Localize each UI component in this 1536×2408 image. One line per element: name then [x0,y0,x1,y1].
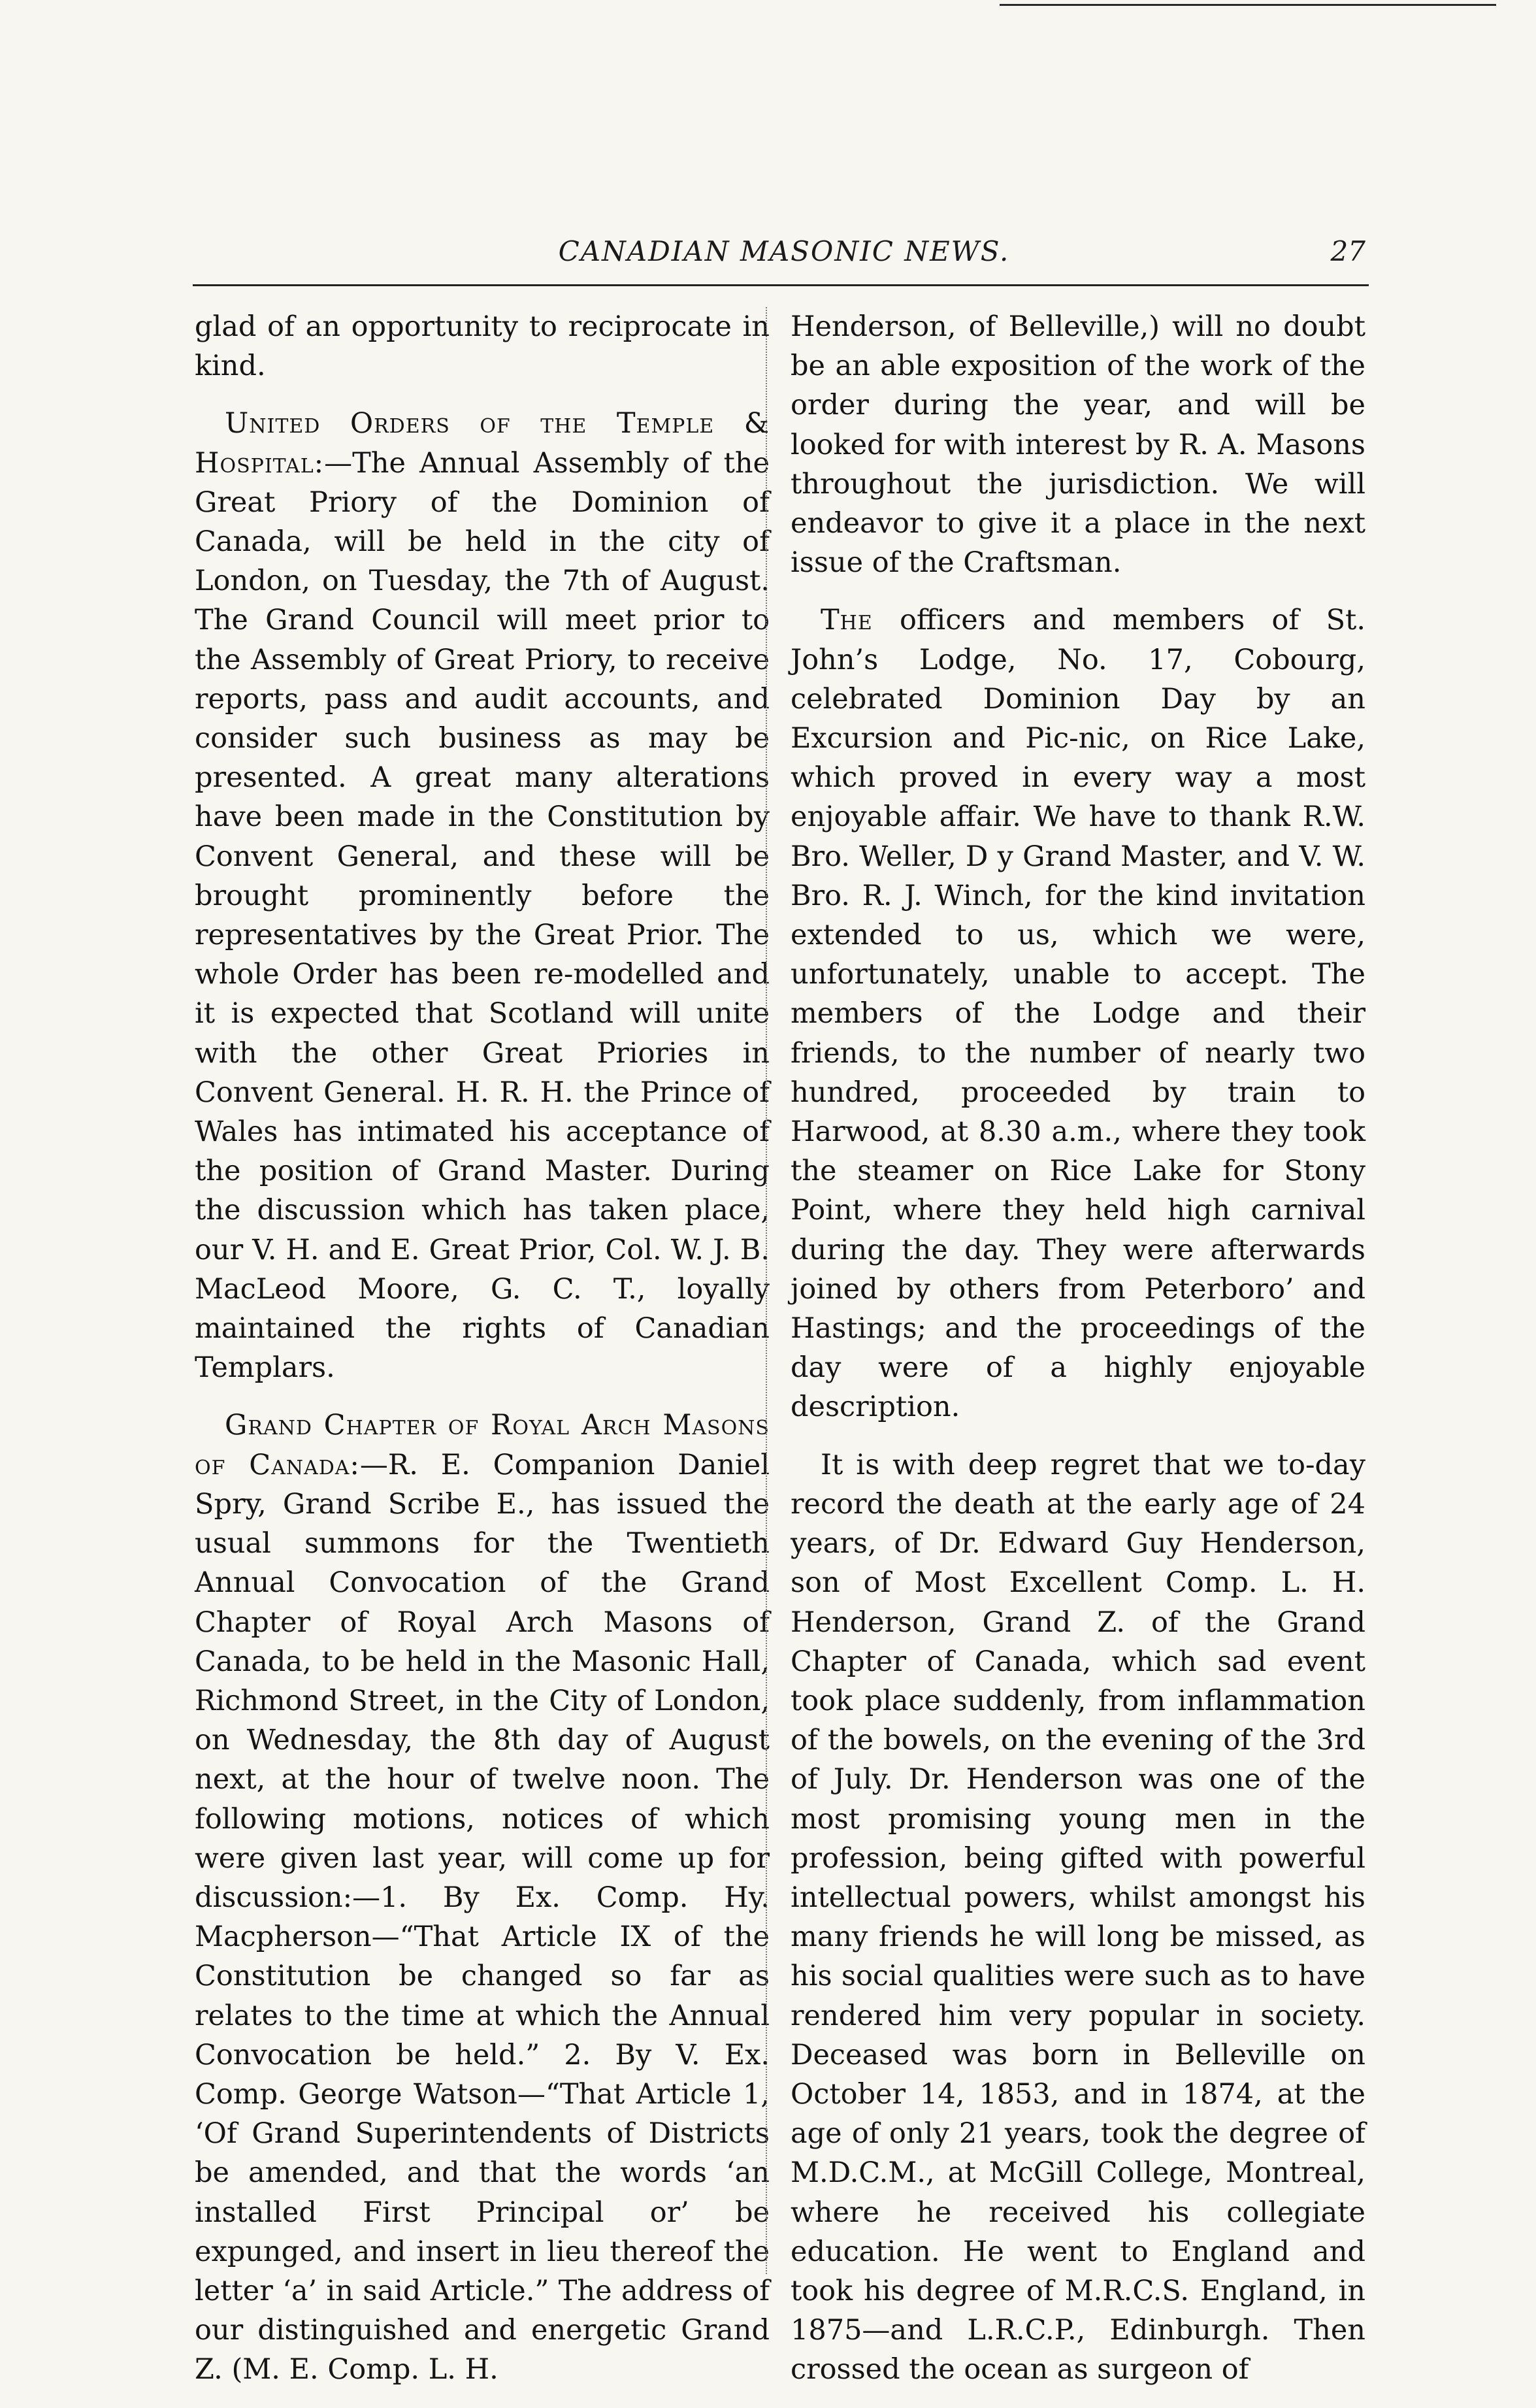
paragraph-text: officers and members of St. John’s Lodge, No. 17, Cobourg, celebrated Dominion Day by an Excursion and Pic-nic, on Rice Lake, which proved in every way a most enjoyable affair. We have to thank R.W. Bro. Weller, D y Grand Master, and V. W. Bro. R. J. Winch, for the kind invitation extended to us, which we were, unfortunately, unable to accept. The members of the Lodge and their friends, to the number of nearly two hundred, proceeded by train to Harwood, at 8.30 a.m., where they took the steamer on Rice Lake for Stony Point, where they held high carnival during the day. They were afterwards joined by others from Peterboro’ and Hastings; and the proceedings of the day were of a highly enjoyable description. [791,604,1365,1424]
section-heading: Grand Chapter of Royal Arch Masons of Canada: [195,1409,770,1481]
paragraph-text: —R. E. Companion Daniel Spry, Grand Scribe E., has issued the usual summons for the Twentieth Annual Convocation of the Grand Chapter of Royal Arch Masons of Canada, to be held in the Masonic Hall, Richmond Street, in the City of London, on Wednesday, the 8th day of August next, at the hour of twelve noon. The following motions, notices of which were given last year, will come up for discussion:—1. By Ex. Comp. Hy. Macpherson—“That Article IX of the Constitution be changed so far as relates to the time at which the Annual Convocation be held.” 2. By V. Ex. Comp. George Watson—“That Article 1, ‘Of Grand Superintendents of Districts be amended, and that the words ‘an installed First Principal or’ be expunged, and insert in lieu thereof the letter ‘a’ in said Article.” The address of our distinguished and energetic Grand Z. (M. E. Comp. L. H. [195,1448,770,2386]
section-heading: United Orders of the Temple & Hospital: [195,407,770,480]
paragraph [195,307,770,386]
page-number: 27 [1330,235,1365,267]
left-column [195,307,770,2408]
paragraph [791,307,1365,582]
right-column [791,307,1365,2408]
paragraph [195,1406,770,2389]
column-divider [766,307,767,2274]
running-head [196,235,1365,288]
paragraph-text: Henderson, of Belleville,) will no doubt be an able exposition of the work of the order during the year, and will be looked for with interest by R. A. Masons throughout the jurisdiction. We will endeavor to give it a place in the next issue of the Craftsman. [791,310,1365,580]
section-heading: The [821,604,873,637]
header-rule [193,284,1369,286]
paragraph [791,1445,1365,2390]
paragraph-text: It is with deep regret that we to-day record the death at the early age of 24 years, of Dr. Edward Guy Henderson, son of Most Excellent Comp. L. H. Henderson, Grand Z. of the Grand Chapter of Canada, which sad event took place suddenly, from inflammation of the bowels, on the evening of the 3rd of July. Dr. Henderson was one of the most promising young men in the profession, being gifted with powerful intellectual powers, whilst amongst his many friends he will long be missed, as his social qualities were such as to have rendered him very popular in society. Deceased was born in Belleville on October 14, 1853, and in 1874, at the age of only 21 years, took the degree of M.D.C.M., at McGill College, Montreal, where he received his collegiate education. He went to England and took his degree of M.R.C.S. England, in 1875—and L.R.C.P., Edinburgh. Then crossed the ocean as surgeon of [791,1448,1365,2386]
paragraph-text: —The Annual Assembly of the Great Priory of the Dominion of Canada, will be held in the city of London, on Tuesday, the 7th of August. The Grand Council will meet prior to the Assembly of Great Priory, to receive reports, pass and audit accounts, and consider such business as may be presented. A great many alterations have been made in the Constitution by Convent General, and these will be brought prominently before the representatives by the Great Prior. The whole Order has been re-modelled and it is expected that Scotland will unite with the other Great Priories in Convent General. H. R. H. the Prince of Wales has intimated his acceptance of the position of Grand Master. During the discussion which has taken place, our V. H. and E. Great Prior, Col. W. J. B. MacLeod Moore, G. C. T., loyally maintained the rights of Canadian Templars. [195,446,770,1385]
paragraph-text: glad of an opportunity to reciprocate in kind. [195,310,770,383]
top-edge-rule [1000,4,1496,10]
running-title: CANADIAN MASONIC NEWS. [558,235,1010,267]
paragraph [791,601,1365,1427]
paragraph [195,404,770,1387]
